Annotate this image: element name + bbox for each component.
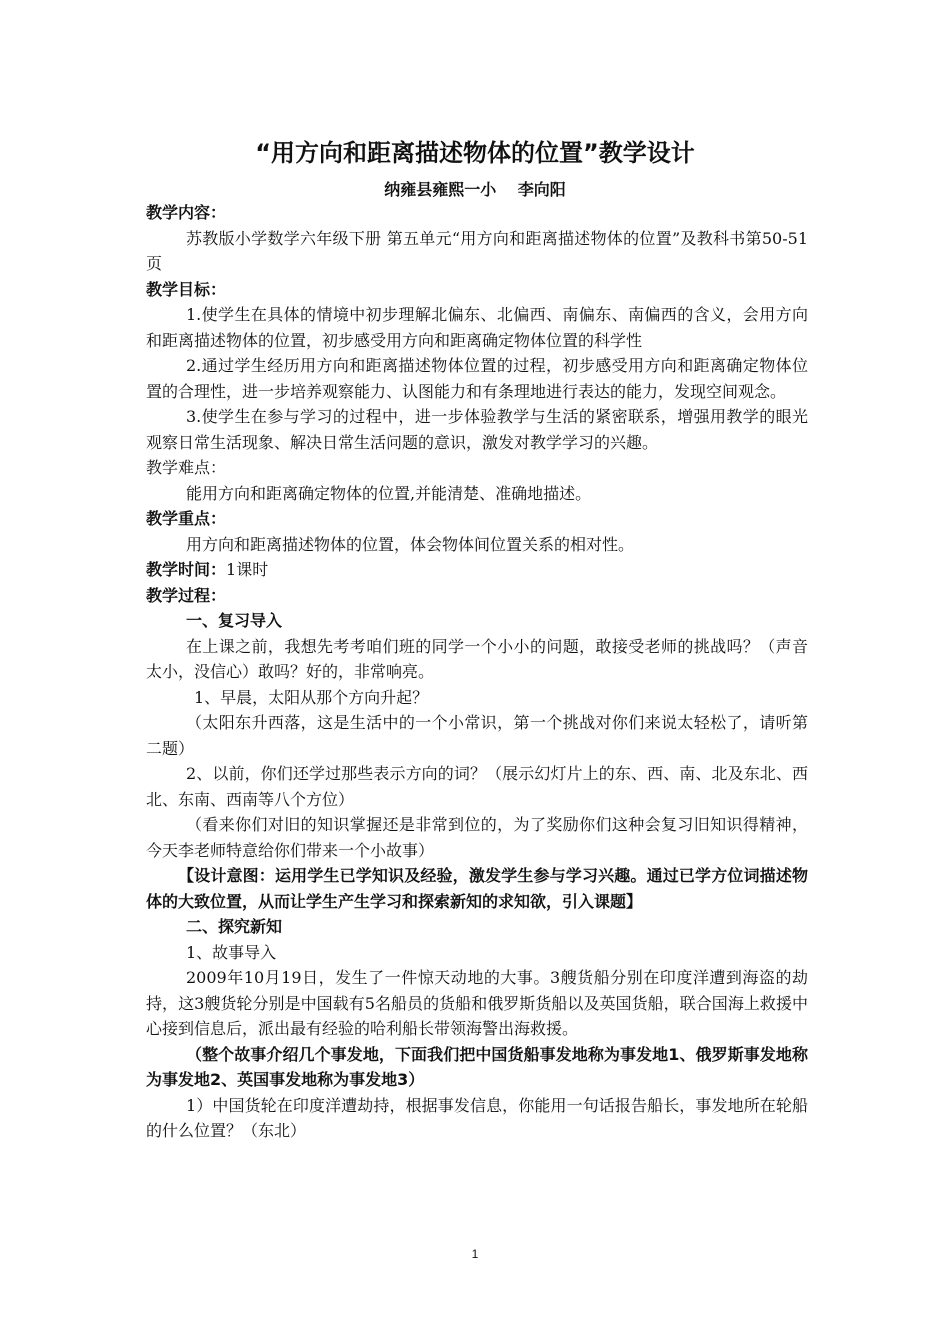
page-title: “用方向和距离描述物体的位置”教学设计 bbox=[255, 139, 695, 167]
document-body bbox=[146, 200, 808, 1144]
section1-heading: 一、复习导入 bbox=[186, 611, 283, 630]
section1-answer-1: （太阳东升西落，这是生活中的一个小常识，第一个挑战对你们来说太轻松了，请听第二题） bbox=[146, 713, 808, 758]
difficulty-heading: 教学难点： bbox=[146, 458, 227, 477]
goal-item: 1.使学生在具体的情境中初步理解北偏东、北偏西、南偏东、南偏西的含义，会用方向和距离描述物体的位置，初步感受用方向和距离确定物体位置的科学性 bbox=[146, 305, 808, 350]
keypoint-heading: 教学重点： bbox=[146, 509, 227, 528]
content-heading: 教学内容： bbox=[146, 203, 227, 222]
section2-story: 2009年10月19日，发生了一件惊天动地的大事。3艘货船分别在印度洋遭到海盗的劫持，这3艘货轮分别是中国载有5名船员的货船和俄罗斯货船以及英国货船，联合国海上救援中心接到信息后，派出最有经验的哈利船长带领海警出海救援。 bbox=[146, 968, 808, 1038]
section1-answer-2: （看来你们对旧的知识掌握还是非常到位的，为了奖励你们这种会复习旧知识得精神，今天李老师特意给你们带来一个小故事） bbox=[146, 815, 808, 860]
content-text: 苏教版小学数学六年级下册 第五单元“用方向和距离描述物体的位置”及教科书第50-51页 bbox=[146, 228, 808, 273]
design-intent: 【设计意图：运用学生已学知识及经验，激发学生参与学习兴趣。通过已学方位词描述物体的大致位置，从而让学生产生学习和探索新知的求知欲，引入课题】 bbox=[146, 866, 808, 911]
process-heading: 教学过程： bbox=[146, 585, 227, 605]
goal-item: 2.通过学生经历用方向和距离描述物体位置的过程，初步感受用方向和距离确定物体位置的合理性，进一步培养观察能力、认图能力和有条理地进行表达的能力，发现空间观念。 bbox=[146, 356, 808, 401]
difficulty-text: 能用方向和距离确定物体的位置,并能清楚、准确地描述。 bbox=[186, 483, 592, 503]
page-number: 1 bbox=[471, 1247, 479, 1261]
keypoint-text: 用方向和距离描述物体的位置，体会物体间位置关系的相对性。 bbox=[186, 534, 635, 554]
section2-subheading: 1、故事导入 bbox=[186, 942, 277, 962]
time-text: 1课时 bbox=[226, 560, 269, 579]
time-line bbox=[146, 557, 808, 583]
goal-item: 3.使学生在参与学习的过程中，进一步体验教学与生活的紧密联系，增强用教学的眼光观察日常生活现象、解决日常生活问题的意识，激发对教学学习的兴趣。 bbox=[146, 407, 808, 452]
section2-heading: 二、探究新知 bbox=[186, 917, 283, 936]
section1-question-1: 1、早晨，太阳从那个方向升起？ bbox=[194, 687, 429, 707]
section1-question-2: 2、以前，你们还学过那些表示方向的词？（展示幻灯片上的东、西、南、北及东北、西北、东南、西南等八个方位） bbox=[146, 764, 808, 809]
author-line: 纳雍县雍熙一小 李向阳 bbox=[384, 180, 566, 199]
section2-note: （整个故事介绍几个事发地，下面我们把中国货船事发地称为事发地1、俄罗斯事发地称为事发地2、英国事发地称为事发地3） bbox=[146, 1044, 808, 1089]
time-heading: 教学时间： bbox=[146, 560, 227, 579]
goals-heading: 教学目标： bbox=[146, 279, 227, 299]
section2-question-1: 1）中国货轮在印度洋遭劫持，根据事发信息，你能用一句话报告船长，事发地所在轮船的什么位置？（东北） bbox=[146, 1095, 808, 1140]
section1-paragraph: 在上课之前，我想先考考咱们班的同学一个小小的问题，敢接受老师的挑战吗？（声音太小，没信心）敢吗？好的，非常响亮。 bbox=[146, 636, 808, 681]
